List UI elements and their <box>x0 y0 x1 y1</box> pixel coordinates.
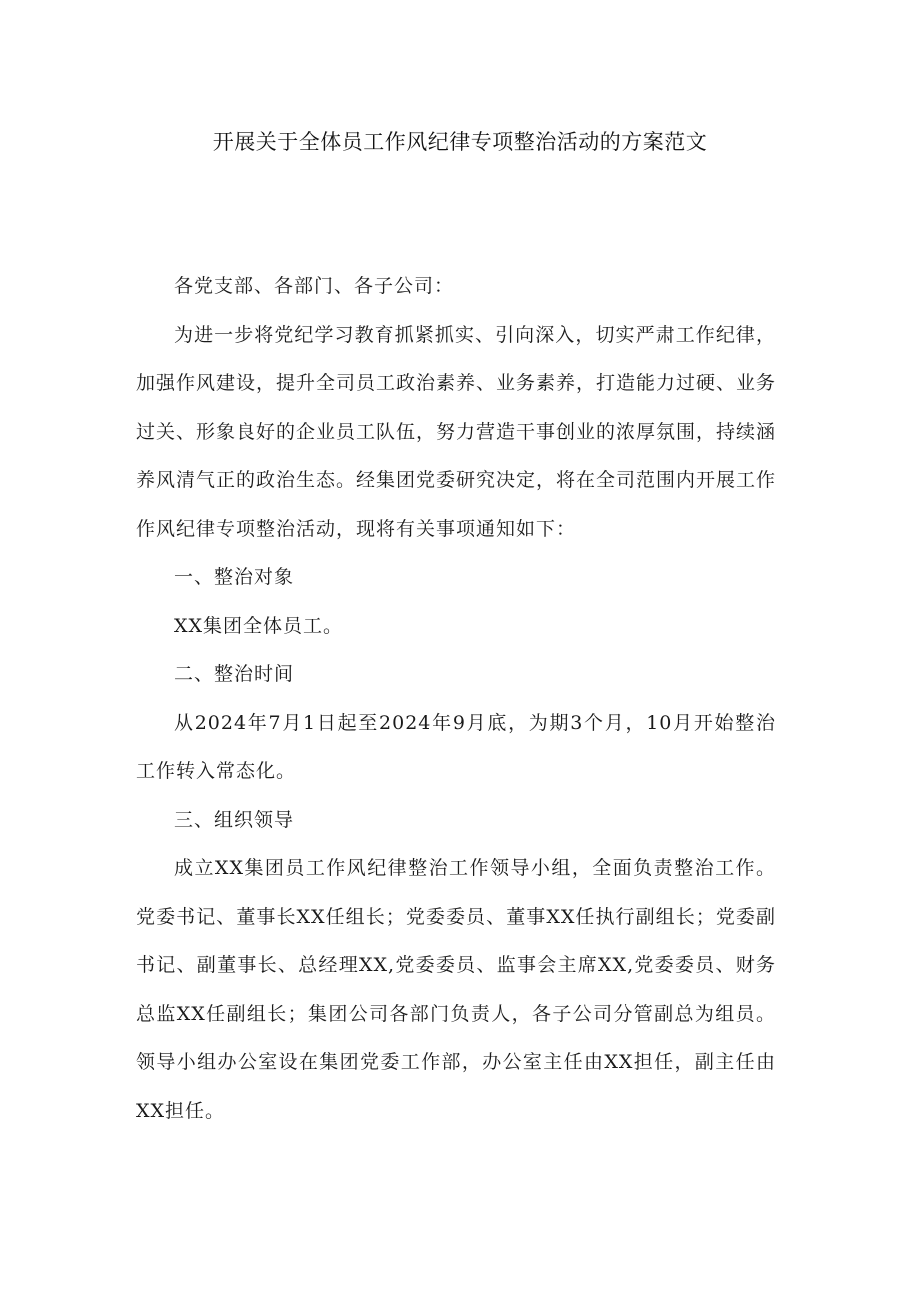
document-title: 开展关于全体员工作风纪律专项整治活动的方案范文 <box>212 130 708 154</box>
section-heading-time: 二、整治时间 <box>174 663 295 685</box>
targets-paragraph: XX集团全体员工。 <box>174 614 344 637</box>
time-paragraph: 从2024年7月1日起至2024年9月底，为期3个月，10月开始整治工作转入常态化。 <box>136 711 776 782</box>
salutation-paragraph: 各党支部、各部门、各子公司： <box>174 275 455 297</box>
intro-paragraph: 为进一步将党纪学习教育抓紧抓实、引向深入，切实严肃工作纪律，加强作风建设，提升全司员工政治素养、业务素养，打造能力过硬、业务过关、形象良好的企业员工队伍，努力营造干事创业的浓厚氛围，持续涵养风清气正的政治生态。经集团党委研究决定，将在全司范围内开展工作作风纪律专项整治活动，现将有关事项通知如下： <box>136 323 777 540</box>
section-heading-targets: 一、整治对象 <box>174 566 295 588</box>
section-heading-leadership: 三、组织领导 <box>174 808 295 831</box>
leadership-paragraph: 成立XX集团员工作风纪律整治工作领导小组，全面负责整治工作。党委书记、董事长XX任组长；党委委员、董事XX任执行副组长；党委副书记、副董事长、总经理XX,党委委员、监事会主席XX,党委委员、财务总监XX任副组长；集团公司各部门负责人，各子公司分管副总为组员。领导小组办公室设在集团党委工作部，办公室主任由XX担任，副主任由XX担任。 <box>136 857 776 1122</box>
document-body <box>136 262 776 1135</box>
